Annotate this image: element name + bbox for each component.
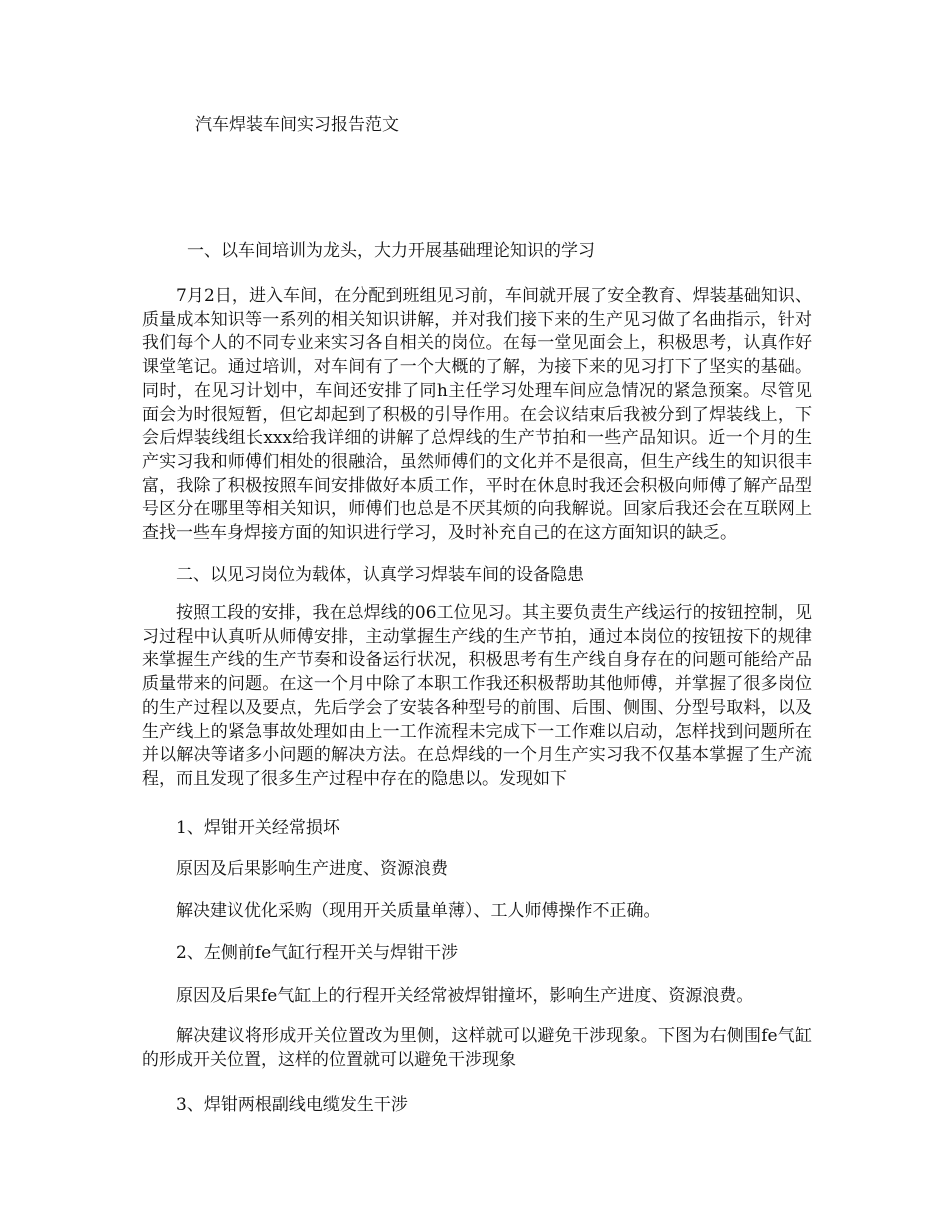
item2-heading: 2、左侧前fe气缸行程开关与焊钳干涉 [176,943,459,963]
section2-heading: 二、以见习岗位为载体，认真学习焊装车间的设备隐患 [176,565,584,585]
section1-paragraph: 7月2日，进入车间，在分配到班组见习前，车间就开展了安全教育、焊装基础知识、质量成本知识等一系列的相关知识讲解，并对我们接下来的生产见习做了名曲指示，针对我们每个人的不同专业来实习各自相关的岗位。在每一堂见面会上，积极思考，认真作好课堂笔记。通过培训，对车间有了一个大概的了解，为接下来的见习打下了坚实的基础。同时，在见习计划中，车间还安排了同h主任学习处理车间应急情况的紧急预案。尽管见面会为时很短暂，但它却起到了积极的引导作用。在会议结束后我被分到了焊装线上，下会后焊装线组长xxx给我详细的讲解了总焊线的生产节拍和一些产品知识。近一个月的生产实习我和师傅们相处的很融洽，虽然师傅们的文化并不是很高，但生产线生的知识很丰富，我除了积极按照车间安排做好本质工作，平时在休息时我还会积极向师傅了解产品型号区分在哪里等相关知识，师傅们也总是不厌其烦的向我解说。回家后我还会在互联网上查找一些车身焊接方面的知识进行学习，及时补充自己的在这方面知识的缺乏。 [142,286,812,544]
item1-cause: 原因及后果影响生产进度、资源浪费 [176,859,448,879]
section2-paragraph: 按照工段的安排，我在总焊线的06工位见习。其主要负责生产线运行的按钮控制，见习过程中认真听从师傅安排，主动掌握生产线的生产节拍，通过本岗位的按钮按下的规律来掌握生产线的生产节奏和设备运行状况，积极思考有生产线自身存在的问题可能给产品质量带来的问题。在这一个月中除了本职工作我还积极帮助其他师傅，并掌握了很多岗位的生产过程以及要点，先后学会了安装各种型号的前围、后围、侧围、分型号取料，以及生产线上的紧急事故处理如由上一工作流程未完成下一工作难以启动，怎样找到问题所在并以解决等诸多小问题的解决方法。在总焊线的一个月生产实习我不仅基本掌握了生产流程，而且发现了很多生产过程中存在的隐患以。发现如下 [142,603,812,789]
item1-heading: 1、焊钳开关经常损坏 [176,818,340,838]
document-title: 汽车焊装车间实习报告范文 [195,115,399,135]
item3-heading: 3、焊钳两根副线电缆发生干涉 [176,1095,408,1115]
item2-solution: 解决建议将形成开关位置改为里侧，这样就可以避免干涉现象。下图为右侧围fe气缸的形成开关位置，这样的位置就可以避免干涉现象 [142,1026,812,1070]
item2-cause: 原因及后果fe气缸上的行程开关经常被焊钳撞坏，影响生产进度、资源浪费。 [176,986,754,1006]
section1-heading: 一、以车间培训为龙头，大力开展基础理论知识的学习 [187,241,595,261]
item1-solution: 解决建议优化采购（现用开关质量单薄）、工人师傅操作不正确。 [176,901,661,921]
